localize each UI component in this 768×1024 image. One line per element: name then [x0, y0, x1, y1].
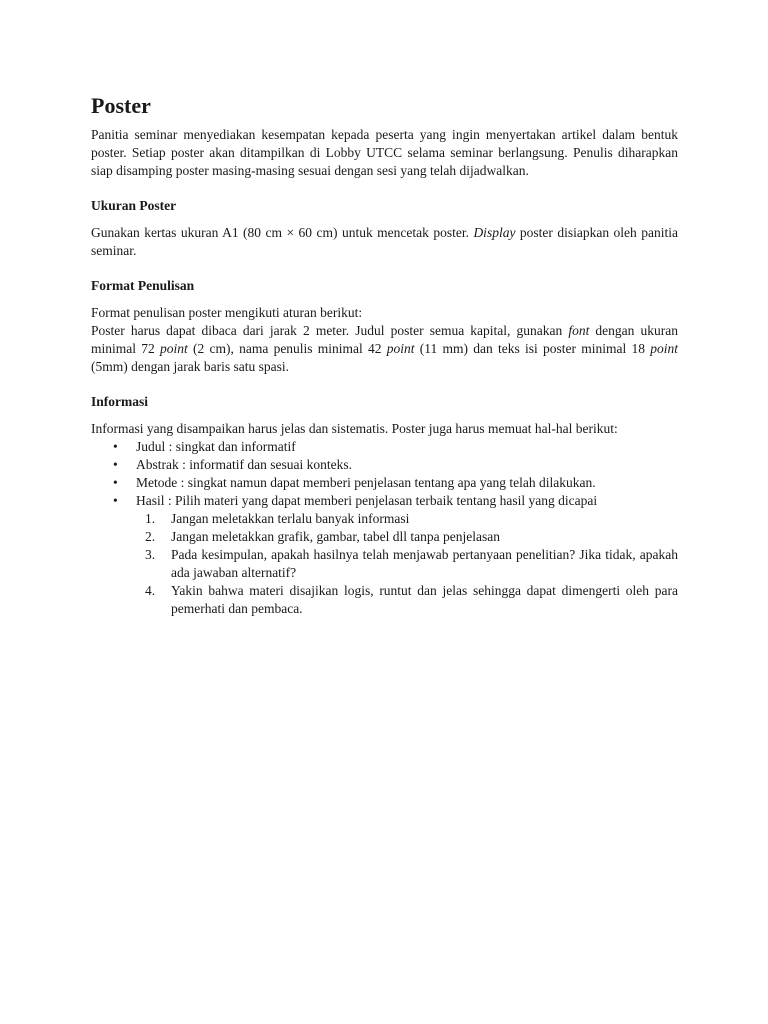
item-number: 4.	[145, 583, 156, 598]
ukuran-paragraph	[91, 224, 678, 260]
ukuran-text-em: Display	[473, 225, 516, 240]
format-em-point-3: point	[650, 341, 678, 356]
format-em-point-2: point	[386, 341, 415, 356]
ukuran-text-b: poster disiapkan oleh panitia seminar.	[91, 225, 678, 258]
item-number: 1.	[145, 511, 156, 526]
format-paragraph	[91, 322, 678, 376]
list-item-text: Hasil : Pilih materi yang dapat memberi penjelasan terbaik tentang hasil yang dicapai	[136, 493, 598, 508]
numbered-item	[91, 582, 678, 618]
list-item	[91, 474, 678, 492]
format-text-c: (2 cm), nama penulis minimal 42	[187, 341, 387, 356]
list-item-text: Abstrak : informatif dan sesuai konteks.	[136, 457, 352, 472]
page-title: Poster	[91, 93, 151, 118]
numbered-item	[91, 546, 678, 582]
item-number: 2.	[145, 529, 156, 544]
numbered-item-text: Jangan meletakkan grafik, gambar, tabel dll tanpa penjelasan	[171, 529, 500, 544]
informasi-paragraph: Informasi yang disampaikan harus jelas dan sistematis. Poster juga harus memuat hal-hal berikut:	[91, 421, 618, 436]
format-text-a: Poster harus dapat dibaca dari jarak 2 meter. Judul poster semua kapital, gunakan	[91, 323, 569, 338]
bullet-marker: •	[113, 475, 118, 490]
format-text-d: (11 mm) dan teks isi poster minimal 18	[414, 341, 651, 356]
format-intro-line: Format penulisan poster mengikuti aturan berikut:	[91, 305, 363, 320]
section-heading-ukuran: Ukuran Poster	[91, 198, 177, 213]
section-heading-informasi: Informasi	[91, 394, 148, 409]
numbered-item-text: Pada kesimpulan, apakah hasilnya telah menjawab pertanyaan penelitian? Jika tidak, apakah ada jawaban alternatif?	[171, 547, 678, 580]
document-page	[91, 92, 678, 618]
list-item	[91, 492, 678, 510]
bullet-marker: •	[113, 457, 118, 472]
section-heading-format: Format Penulisan	[91, 278, 195, 293]
item-number: 3.	[145, 547, 156, 562]
format-em-font: font	[568, 323, 590, 338]
numbered-item-text: Yakin bahwa materi disajikan logis, runtut dan jelas sehingga dapat dimengerti oleh para pemerhati dan pembaca.	[171, 583, 678, 616]
list-item-text: Metode : singkat namun dapat memberi penjelasan tentang apa yang telah dilakukan.	[136, 475, 596, 490]
intro-paragraph: Panitia seminar menyediakan kesempatan kepada peserta yang ingin menyertakan artikel dalam bentuk poster. Setiap poster akan ditampilkan di Lobby UTCC selama seminar berlangsung. Penulis diharapkan siap disamping poster masing-masing sesuai dengan sesi yang telah dijadwalkan.	[91, 127, 678, 178]
format-text-e: (5mm) dengan jarak baris satu spasi.	[91, 359, 289, 374]
list-item	[91, 438, 678, 456]
hasil-numbered-list	[91, 510, 678, 618]
ukuran-text-a: Gunakan kertas ukuran A1 (80 cm × 60 cm) untuk mencetak poster.	[91, 225, 474, 240]
list-item-text: Judul : singkat dan informatif	[136, 439, 296, 454]
format-em-point-1: point	[159, 341, 188, 356]
informasi-bullet-list	[91, 438, 678, 510]
numbered-item	[91, 510, 678, 528]
format-text-b: dengan ukuran minimal 72	[91, 323, 678, 356]
bullet-marker: •	[113, 439, 118, 454]
list-item	[91, 456, 678, 474]
numbered-item-text: Jangan meletakkan terlalu banyak informasi	[171, 511, 410, 526]
bullet-marker: •	[113, 493, 118, 508]
numbered-item	[91, 528, 678, 546]
